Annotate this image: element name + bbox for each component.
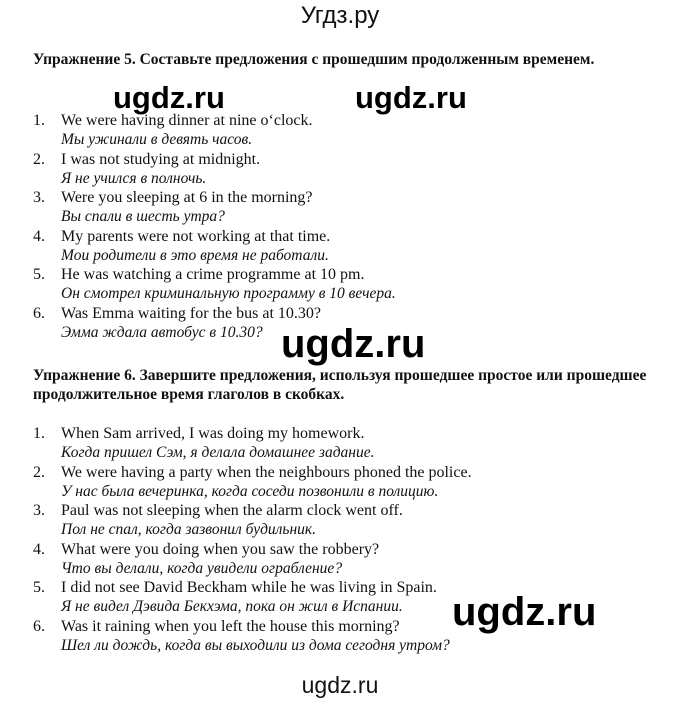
item-number: 3. bbox=[33, 502, 45, 519]
list-item bbox=[33, 463, 653, 502]
english-sentence: Was it raining when you left the house this morning? bbox=[61, 617, 400, 635]
english-sentence: We were having dinner at nine o‘clock. bbox=[61, 112, 313, 129]
english-sentence: Paul was not sleeping when the alarm clock went off. bbox=[61, 502, 403, 519]
item-number: 4. bbox=[33, 227, 45, 245]
item-number: 4. bbox=[33, 540, 45, 558]
russian-translation: Эмма ждала автобус в 10.30? bbox=[61, 323, 263, 341]
russian-translation: Шел ли дождь, когда вы выходили из дома сегодня утром? bbox=[61, 636, 450, 654]
item-number: 1. bbox=[33, 112, 45, 129]
exercise-5-list bbox=[33, 111, 653, 342]
watermark: ugdz.ru bbox=[281, 322, 426, 366]
exercise-6-heading: Упражнение 6. Завершите предложения, используя прошедшее простое или прошедшее продолжительное время глаголов в скобках. bbox=[33, 367, 647, 403]
site-footer: ugdz.ru bbox=[301, 672, 379, 698]
item-number: 5. bbox=[33, 266, 45, 283]
watermark: ugdz.ru bbox=[113, 80, 225, 115]
item-number: 5. bbox=[33, 579, 45, 596]
english-sentence: We were having a party when the neighbours phoned the police. bbox=[61, 463, 472, 481]
item-number: 6. bbox=[33, 617, 45, 635]
list-item bbox=[33, 540, 653, 579]
item-number: 2. bbox=[33, 463, 45, 481]
list-item bbox=[33, 501, 653, 540]
watermark: ugdz.ru bbox=[355, 80, 467, 115]
site-title: Угдз.ру bbox=[300, 2, 380, 29]
list-item bbox=[33, 150, 653, 189]
list-item bbox=[33, 188, 653, 227]
item-number: 2. bbox=[33, 150, 45, 168]
english-sentence: Were you sleeping at 6 in the morning? bbox=[61, 189, 313, 206]
russian-translation: Вы спали в шесть утра? bbox=[61, 208, 225, 225]
english-sentence: When Sam arrived, I was doing my homework. bbox=[61, 425, 365, 442]
item-number: 3. bbox=[33, 189, 45, 206]
russian-translation: Пол не спал, когда зазвонил будильник. bbox=[61, 521, 317, 538]
russian-translation: Я не видел Дэвида Бекхэма, пока он жил в Испании. bbox=[61, 598, 403, 615]
list-item bbox=[33, 265, 653, 304]
russian-translation: Когда пришел Сэм, я делала домашнее задание. bbox=[61, 444, 375, 461]
english-sentence: I did not see David Beckham while he was living in Spain. bbox=[61, 579, 437, 596]
list-item bbox=[33, 111, 653, 150]
item-number: 1. bbox=[33, 425, 45, 442]
russian-translation: Мы ужинали в девять часов. bbox=[61, 131, 253, 148]
russian-translation: Он смотрел криминальную программу в 10 вечера. bbox=[61, 285, 396, 302]
russian-translation: У нас была вечеринка, когда соседи позвонили в полицию. bbox=[61, 482, 439, 500]
exercise-5-heading: Упражнение 5. Составьте предложения с прошедшим продолженным временем. bbox=[33, 51, 595, 68]
list-item bbox=[33, 424, 653, 463]
english-sentence: My parents were not working at that time. bbox=[61, 227, 331, 245]
english-sentence: Was Emma waiting for the bus at 10.30? bbox=[61, 304, 321, 322]
russian-translation: Что вы делали, когда увидели ограбление? bbox=[61, 559, 343, 577]
watermark: ugdz.ru bbox=[452, 590, 597, 634]
russian-translation: Мои родители в это время не работали. bbox=[61, 246, 329, 264]
russian-translation: Я не учился в полночь. bbox=[61, 169, 207, 187]
list-item bbox=[33, 227, 653, 266]
english-sentence: I was not studying at midnight. bbox=[61, 150, 261, 168]
english-sentence: He was watching a crime programme at 10 pm. bbox=[61, 266, 365, 283]
english-sentence: What were you doing when you saw the robbery? bbox=[61, 540, 380, 558]
item-number: 6. bbox=[33, 304, 45, 322]
